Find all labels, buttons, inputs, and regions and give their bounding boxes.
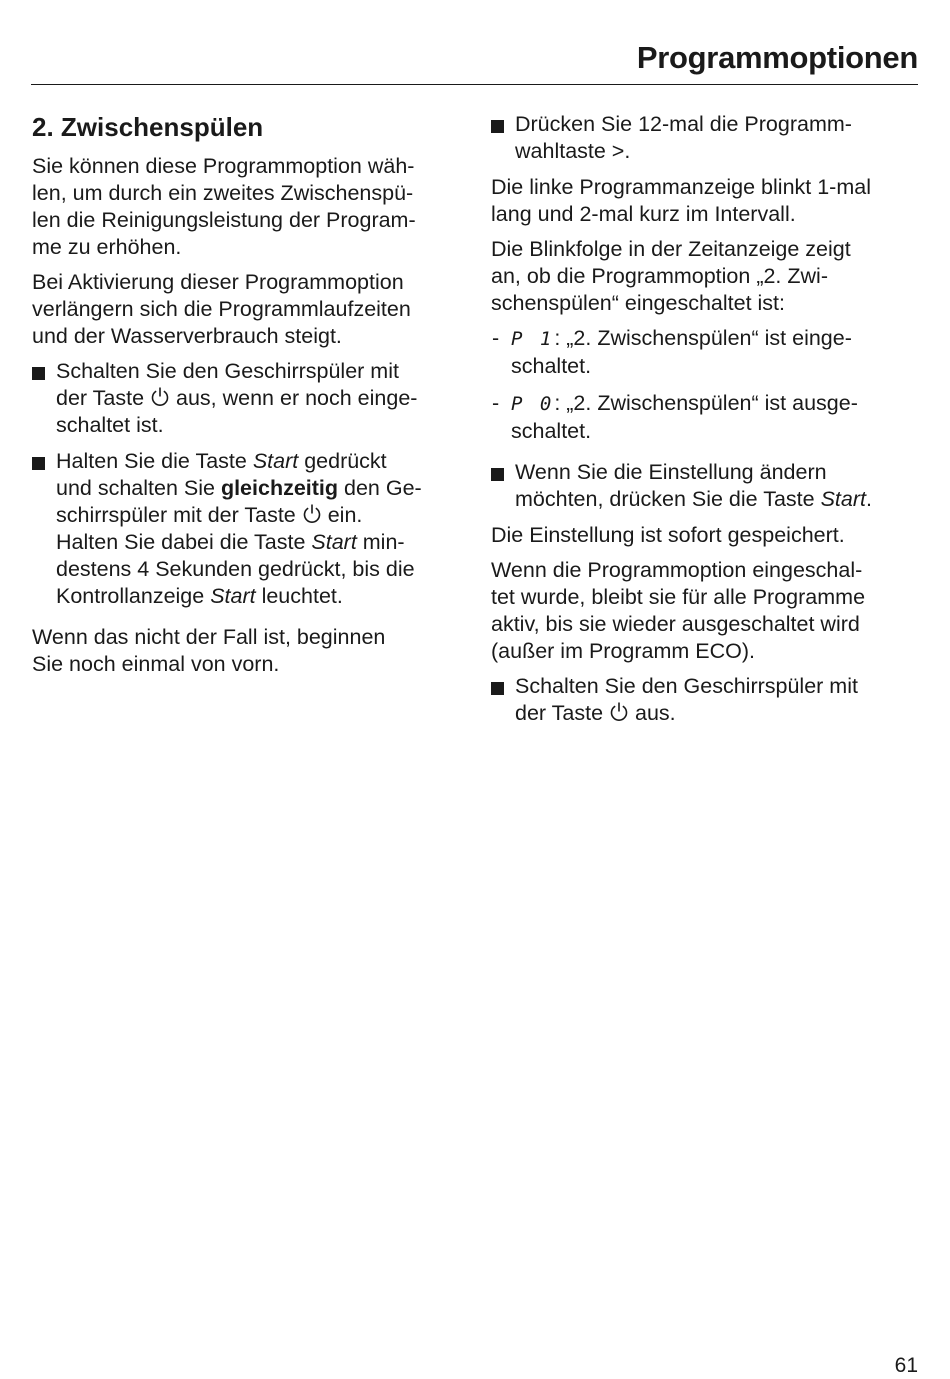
text-line: Wenn die Programmoption eingeschal- [491, 558, 863, 582]
instruction-hold-start [32, 448, 464, 610]
saved-paragraph: Die Einstellung ist sofort gespeichert. [491, 523, 845, 547]
text-fragment: und schalten Sie [56, 476, 221, 500]
text-fragment: schirrspüler mit der Taste [56, 503, 302, 527]
text-fragment: : „2. Zwischenspülen“ ist einge- [554, 326, 852, 350]
text-fragment: der Taste [515, 701, 610, 725]
text-fragment: ein. [321, 503, 363, 527]
power-icon [150, 386, 170, 408]
text-line: len, um durch ein zweites Zwischenspü- [32, 181, 414, 205]
retry-paragraph [32, 624, 464, 678]
text-line: lang und 2-mal kurz im Intervall. [491, 202, 796, 226]
square-bullet-icon [491, 120, 504, 133]
text-fragment: schaltet. [511, 419, 592, 443]
text-line: Wenn Sie die Einstellung ändern [515, 460, 827, 484]
text-fragment: möchten, drücken Sie die Taste [515, 487, 821, 511]
instruction-press-selector [491, 111, 919, 165]
square-bullet-icon [491, 468, 504, 481]
text-fragment: destens 4 Sekunden gedrückt, bis die [56, 557, 415, 581]
text-line: tet wurde, bleibt sie für alle Programme [491, 585, 866, 609]
dash-marker: - [492, 326, 500, 350]
text-line: len die Reinigungsleistung der Program- [32, 208, 416, 232]
text-fragment: leuchtet. [255, 584, 343, 608]
text-line: Schalten Sie den Geschirrspüler mit [56, 359, 399, 383]
text-line: verlängern sich die Programmlaufzeiten [32, 297, 411, 321]
square-bullet-icon [32, 367, 45, 380]
instruction-change-setting [491, 459, 919, 513]
start-key-label: Start [820, 487, 866, 511]
text-fragment: aus. [629, 701, 676, 725]
text-line: Wenn das nicht der Fall ist, beginnen [32, 625, 386, 649]
text-fragment: min- [356, 530, 405, 554]
sequence-paragraph [491, 236, 919, 317]
text-fragment: gedrückt [298, 449, 387, 473]
text-line: schaltet ist. [56, 413, 164, 437]
text-fragment: Halten Sie dabei die Taste [56, 530, 312, 554]
text-line: Die Blinkfolge in der Zeitanzeige zeigt [491, 237, 851, 261]
text-fragment: schaltet. [511, 354, 592, 378]
text-line: schenspülen“ eingeschaltet ist: [491, 291, 786, 315]
square-bullet-icon [491, 682, 504, 695]
page-title: Programmoptionen [636, 40, 918, 75]
instruction-switch-off-final [491, 673, 919, 727]
persistence-paragraph [491, 557, 919, 665]
text-line: der Taste [56, 386, 151, 410]
text-line: aktiv, bis sie wieder ausgeschaltet wird [491, 612, 860, 636]
text-line: (außer im Programm ECO). [491, 639, 756, 663]
text-line: me zu erhöhen. [32, 235, 182, 259]
header-divider [31, 84, 918, 85]
text-fragment: . [865, 487, 872, 511]
text-line: Die linke Programmanzeige blinkt 1-mal [491, 175, 871, 199]
text-line: wahltaste >. [515, 139, 631, 163]
display-code: P 1 [511, 328, 555, 350]
section-heading: 2. Zwischenspülen [32, 112, 264, 142]
right-column [491, 111, 919, 736]
state-on-item [491, 325, 919, 380]
page-number: 61 [894, 1354, 918, 1377]
power-icon [609, 701, 629, 723]
text-line: aus, wenn er noch einge- [170, 386, 418, 410]
emphasis-text: gleichzeitig [220, 476, 339, 500]
text-fragment: Halten Sie die Taste [56, 449, 253, 473]
intro-paragraph [32, 153, 464, 261]
blink-paragraph [491, 174, 919, 228]
text-line: Drücken Sie 12-mal die Programm- [515, 112, 852, 136]
start-key-label: Start [252, 449, 299, 473]
text-line: und der Wasserverbrauch steigt. [32, 324, 342, 348]
state-off-item [491, 390, 919, 445]
instruction-switch-off [32, 358, 464, 439]
text-fragment: Kontrollanzeige [56, 584, 211, 608]
activation-paragraph [32, 269, 464, 350]
display-code: P 0 [511, 393, 555, 415]
text-line: Sie können diese Programmoption wäh- [32, 154, 415, 178]
text-line: Bei Aktivierung dieser Programmoption [32, 270, 404, 294]
text-line: an, ob die Programmoption „2. Zwi- [491, 264, 828, 288]
start-key-label: Start [311, 530, 357, 554]
start-key-label: Start [210, 584, 256, 608]
text-fragment: : „2. Zwischenspülen“ ist ausge- [554, 391, 858, 415]
text-line: Sie noch einmal von vorn. [32, 652, 280, 676]
square-bullet-icon [32, 457, 45, 470]
text-fragment: den Ge- [338, 476, 422, 500]
power-icon [302, 503, 322, 525]
dash-marker: - [492, 391, 500, 415]
left-column [32, 111, 464, 686]
text-line: Schalten Sie den Geschirrspüler mit [515, 674, 858, 698]
